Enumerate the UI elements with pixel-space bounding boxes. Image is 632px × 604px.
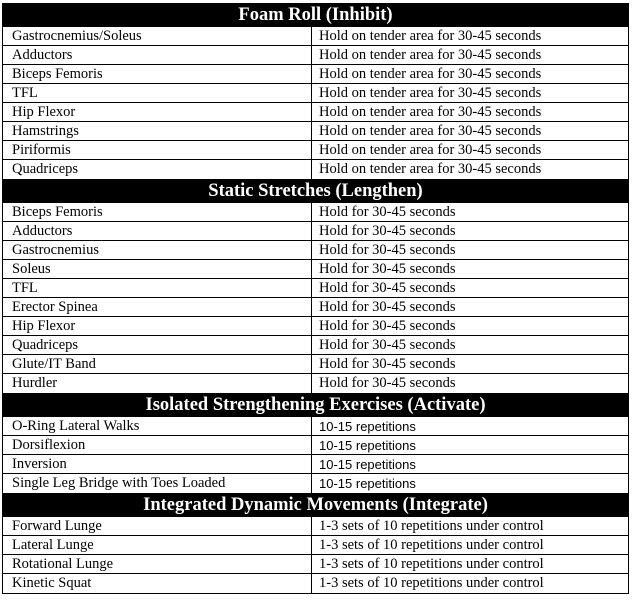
table-row (3, 474, 628, 493)
instruction-cell: Hold for 30-45 seconds (319, 318, 456, 334)
exercise-name-cell: Hurdler (3, 374, 312, 393)
exercise-name-cell: Biceps Femoris (3, 65, 312, 83)
table-row (3, 317, 628, 336)
instruction-cell: Hold on tender area for 30-45 seconds (319, 85, 542, 101)
table-row (3, 141, 628, 160)
exercise-name-cell: Gastrocnemius/Soleus (3, 27, 312, 45)
exercise-name-cell: Quadriceps (3, 336, 312, 354)
section-rows-isolated-strengthening-exercises-activate (2, 417, 629, 493)
table-row (3, 574, 628, 593)
instruction-cell: Hold for 30-45 seconds (319, 337, 456, 353)
table-row (3, 203, 628, 222)
instruction-cell: 10-15 repetitions (319, 419, 416, 434)
instruction-cell: 10-15 repetitions (319, 457, 416, 472)
exercise-name-cell: Dorsiflexion (3, 436, 312, 454)
table-row (3, 27, 628, 46)
section-header-integrated-dynamic-movements-integrate: Integrated Dynamic Movements (Integrate) (2, 493, 629, 517)
exercise-name-cell: Adductors (3, 46, 312, 64)
exercise-name-cell: Forward Lunge (3, 517, 312, 535)
instruction-cell: Hold on tender area for 30-45 seconds (319, 161, 542, 177)
instruction-cell: 1-3 sets of 10 repetitions under control (319, 575, 544, 591)
table-row (3, 222, 628, 241)
instruction-cell: Hold for 30-45 seconds (319, 356, 456, 372)
instruction-cell: Hold on tender area for 30-45 seconds (319, 28, 542, 44)
instruction-cell: 10-15 repetitions (319, 476, 416, 491)
table-row (3, 160, 628, 179)
instruction-cell: Hold on tender area for 30-45 seconds (319, 123, 542, 139)
instruction-cell: Hold for 30-45 seconds (319, 242, 456, 258)
table-row (3, 279, 628, 298)
instruction-cell: 1-3 sets of 10 repetitions under control (319, 537, 544, 553)
table-row (3, 298, 628, 317)
table-row (3, 374, 628, 393)
table-row (3, 241, 628, 260)
table-row (3, 536, 628, 555)
exercise-name-cell: Hip Flexor (3, 103, 312, 121)
table-row (3, 103, 628, 122)
table-row (3, 517, 628, 536)
exercise-name-cell: Hip Flexor (3, 317, 312, 335)
exercise-name-cell: Single Leg Bridge with Toes Loaded (3, 474, 312, 493)
table-row (3, 84, 628, 103)
instruction-cell: Hold for 30-45 seconds (319, 204, 456, 220)
exercise-name-cell: Piriformis (3, 141, 312, 159)
table-row (3, 122, 628, 141)
exercise-name-cell: Lateral Lunge (3, 536, 312, 554)
exercise-name-cell: Erector Spinea (3, 298, 312, 316)
section-header-isolated-strengthening-exercises-activate: Isolated Strengthening Exercises (Activate) (2, 393, 629, 417)
section-header-foam-roll-inhibit: Foam Roll (Inhibit) (2, 3, 629, 27)
table-row (3, 260, 628, 279)
exercise-name-cell: Quadriceps (3, 160, 312, 179)
exercise-program-table (2, 3, 629, 594)
exercise-name-cell: Soleus (3, 260, 312, 278)
exercise-name-cell: Glute/IT Band (3, 355, 312, 373)
table-row (3, 355, 628, 374)
instruction-cell: Hold for 30-45 seconds (319, 280, 456, 296)
instruction-cell: Hold on tender area for 30-45 seconds (319, 66, 542, 82)
instruction-cell: Hold on tender area for 30-45 seconds (319, 142, 542, 158)
section-header-static-stretches-lengthen: Static Stretches (Lengthen) (2, 179, 629, 203)
exercise-name-cell: Adductors (3, 222, 312, 240)
exercise-name-cell: Inversion (3, 455, 312, 473)
instruction-cell: Hold on tender area for 30-45 seconds (319, 104, 542, 120)
section-rows-static-stretches-lengthen (2, 203, 629, 393)
instruction-cell: Hold on tender area for 30-45 seconds (319, 47, 542, 63)
exercise-name-cell: Biceps Femoris (3, 203, 312, 221)
exercise-name-cell: Gastrocnemius (3, 241, 312, 259)
table-row (3, 417, 628, 436)
instruction-cell: Hold for 30-45 seconds (319, 223, 456, 239)
table-row (3, 455, 628, 474)
exercise-name-cell: O-Ring Lateral Walks (3, 417, 312, 435)
instruction-cell: 10-15 repetitions (319, 438, 416, 453)
exercise-name-cell: Kinetic Squat (3, 574, 312, 593)
instruction-cell: Hold for 30-45 seconds (319, 261, 456, 277)
section-rows-foam-roll-inhibit (2, 27, 629, 179)
instruction-cell: 1-3 sets of 10 repetitions under control (319, 518, 544, 534)
exercise-name-cell: Hamstrings (3, 122, 312, 140)
table-row (3, 336, 628, 355)
instruction-cell: Hold for 30-45 seconds (319, 375, 456, 391)
table-row (3, 65, 628, 84)
exercise-name-cell: TFL (3, 84, 312, 102)
instruction-cell: 1-3 sets of 10 repetitions under control (319, 556, 544, 572)
table-bottom-border (2, 593, 629, 594)
table-row (3, 436, 628, 455)
instruction-cell: Hold for 30-45 seconds (319, 299, 456, 315)
section-rows-integrated-dynamic-movements-integrate (2, 517, 629, 593)
exercise-name-cell: Rotational Lunge (3, 555, 312, 573)
table-row (3, 555, 628, 574)
exercise-name-cell: TFL (3, 279, 312, 297)
table-row (3, 46, 628, 65)
